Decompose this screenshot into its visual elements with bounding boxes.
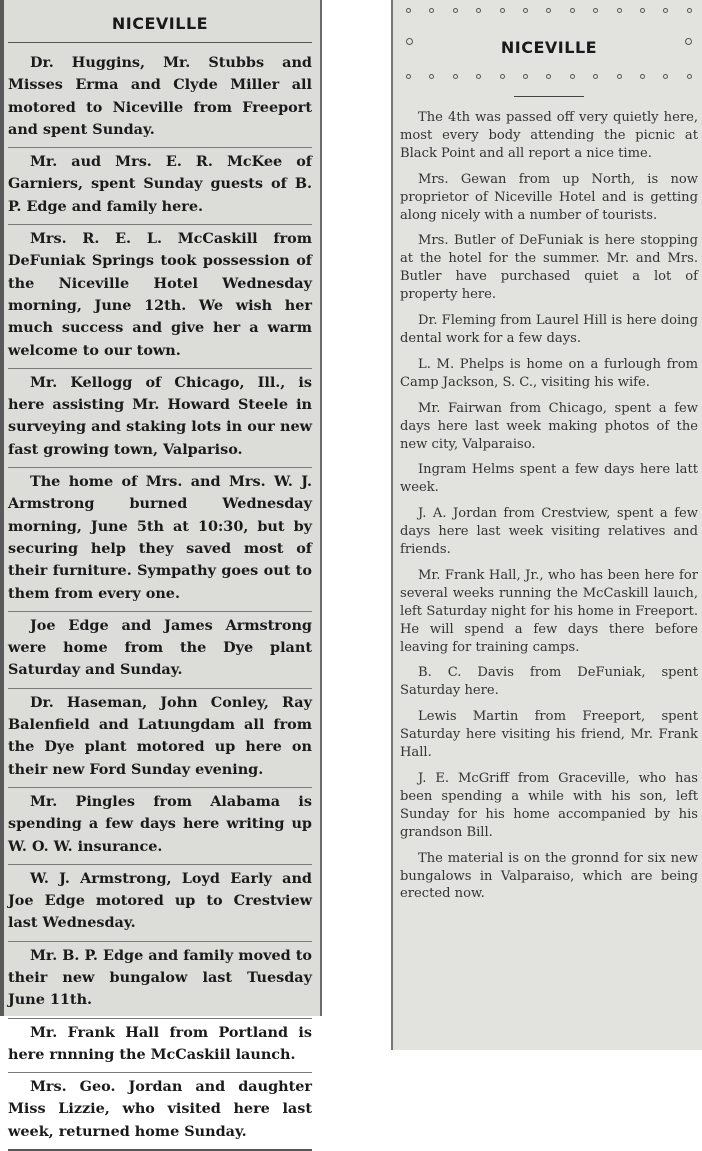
news-item: The 4th was passed off very quietly here, most every body attending the picnic at Black Point and all report a nice time. — [400, 110, 698, 161]
news-item: W. J. Armstrong, Loyd Early and Joe Edge motored up to Crestview last Wednesday. — [8, 865, 312, 942]
border-dot — [593, 8, 598, 13]
border-dot — [406, 8, 411, 13]
border-dot — [406, 38, 413, 45]
news-item: Dr. Fleming from Laurel Hill is here doing dental work for a few days. — [400, 313, 698, 346]
news-item: Mr. Frank Hall from Portland is here rnnning the McCaskiil launch. — [8, 1019, 312, 1074]
border-dot — [429, 8, 434, 13]
border-dot — [476, 8, 481, 13]
right-newspaper-clipping — [391, 0, 702, 1050]
border-dot — [453, 8, 458, 13]
news-item: Mr. Pingles from Alabama is spending a few days here writing up W. O. W. insurance. — [8, 788, 312, 865]
border-dot — [500, 74, 505, 79]
news-item: B. C. Davis from DeFuniak, spent Saturday here. — [400, 665, 698, 699]
border-dot — [500, 8, 505, 13]
border-dot — [687, 8, 692, 13]
border-dot — [663, 74, 668, 79]
border-dot — [546, 74, 551, 79]
border-dot — [406, 74, 411, 79]
news-item: Mr. Frank Hall, Jr., who has been here for several weeks running the McCaskill lauıch, left Saturday night for his home in Freeport. He will spend a few days there before leaving for training camps. — [400, 567, 698, 655]
border-dot — [617, 8, 622, 13]
news-item: Mr. B. P. Edge and family moved to their new bungalow last Tuesday June 11th. — [8, 942, 312, 1019]
border-dot — [617, 74, 622, 79]
news-item: Mr. Kellogg of Chicago, Ill., is here assisting Mr. Howard Steele in surveying and staking lots in our new fast growing town, Valpariso. — [8, 369, 312, 468]
news-item: L. M. Phelps is home on a furlough from Camp Jackson, S. C., visiting his wife. — [400, 356, 698, 390]
news-item: Ingram Helms spent a few days here latt week. — [400, 462, 698, 496]
news-item: Dr. Huggins, Mr. Stubbs and Misses Erma and Clyde Miller all motored to Niceville from Freeport and spent Sunday. — [8, 49, 312, 148]
border-dot — [453, 74, 458, 79]
right-items — [400, 109, 698, 911]
news-item: Joe Edge and James Armstrong were home from the Dye plant Saturday and Sunday. — [8, 612, 312, 689]
news-item: J. A. Jordan from Crestview, spent a few days here last week visiting relatives and friends. — [400, 506, 698, 558]
news-item: Mrs. Geo. Jordan and daughter Miss Lizzie, who visited here last week, returned home Sunday. — [8, 1073, 312, 1151]
border-dot — [570, 74, 575, 79]
heading-rule — [8, 42, 312, 43]
border-dot — [687, 74, 692, 79]
border-dot — [476, 74, 481, 79]
border-dot — [546, 8, 551, 13]
border-dot — [685, 38, 692, 45]
dot-border-bottom — [400, 70, 698, 82]
border-dot — [663, 8, 668, 13]
news-item: The home of Mrs. and Mrs. W. J. Armstrong burned Wednesday morning, June 5th at 10:30, but by securing help they saved most of their furniture. Sympathy goes out to them from every one. — [8, 468, 312, 612]
heading-box — [400, 16, 698, 70]
right-heading: NICEVILLE — [500, 38, 598, 57]
dot-border-top — [400, 4, 698, 16]
news-item: Mr. Fairwan from Chicago, spent a few days here last week making photos of the new city, Valparaiso. — [400, 400, 698, 452]
border-dot — [570, 8, 575, 13]
clipping-edge — [0, 0, 4, 1016]
left-heading: NICEVILLE — [111, 14, 209, 33]
news-item: J. E. McGriff from Graceville, who has been spending a while with his son, left Sunday for his home accompanied by his grandson Bill. — [400, 771, 698, 840]
news-item: Dr. Haseman, John Conley, Ray Balenfield and Latıungdam all from the Dye plant motored up here on their new Ford Sunday evening. — [8, 689, 312, 788]
border-dot — [640, 74, 645, 79]
border-dot — [523, 74, 528, 79]
border-dot — [523, 8, 528, 13]
news-item: Mrs. Butler of DeFuniak is here stopping at the hotel for the summer. Mr. and Mrs. Butler have purchased quiet a lot of property here. — [400, 233, 698, 303]
border-dot — [640, 8, 645, 13]
news-item: Lewis Martin from Freeport, spent Saturday here visiting his friend, Mr. Frank Hall. — [400, 709, 698, 761]
border-dot — [593, 74, 598, 79]
heading-rule — [514, 96, 584, 97]
border-dot — [429, 74, 434, 79]
news-item: Mr. aud Mrs. E. R. McKee of Garniers, spent Sunday guests of B. P. Edge and family here. — [8, 148, 312, 225]
left-items — [8, 49, 312, 1151]
left-newspaper-clipping — [0, 0, 322, 1140]
news-item: Mrs. R. E. L. McCaskill from DeFuniak Springs took possession of the Niceville Hotel Wednesday morning, June 12th. We wish her much success and give her a warm welcome to our town. — [8, 225, 312, 369]
news-item: Mrs. Gewan from up North, is now proprietor of Niceville Hotel and is getting along nicely with a number of tourists. — [400, 171, 698, 223]
news-item: The material is on the gronnd for six new bungalows in Valparaiso, which are being erected now. — [400, 850, 698, 902]
